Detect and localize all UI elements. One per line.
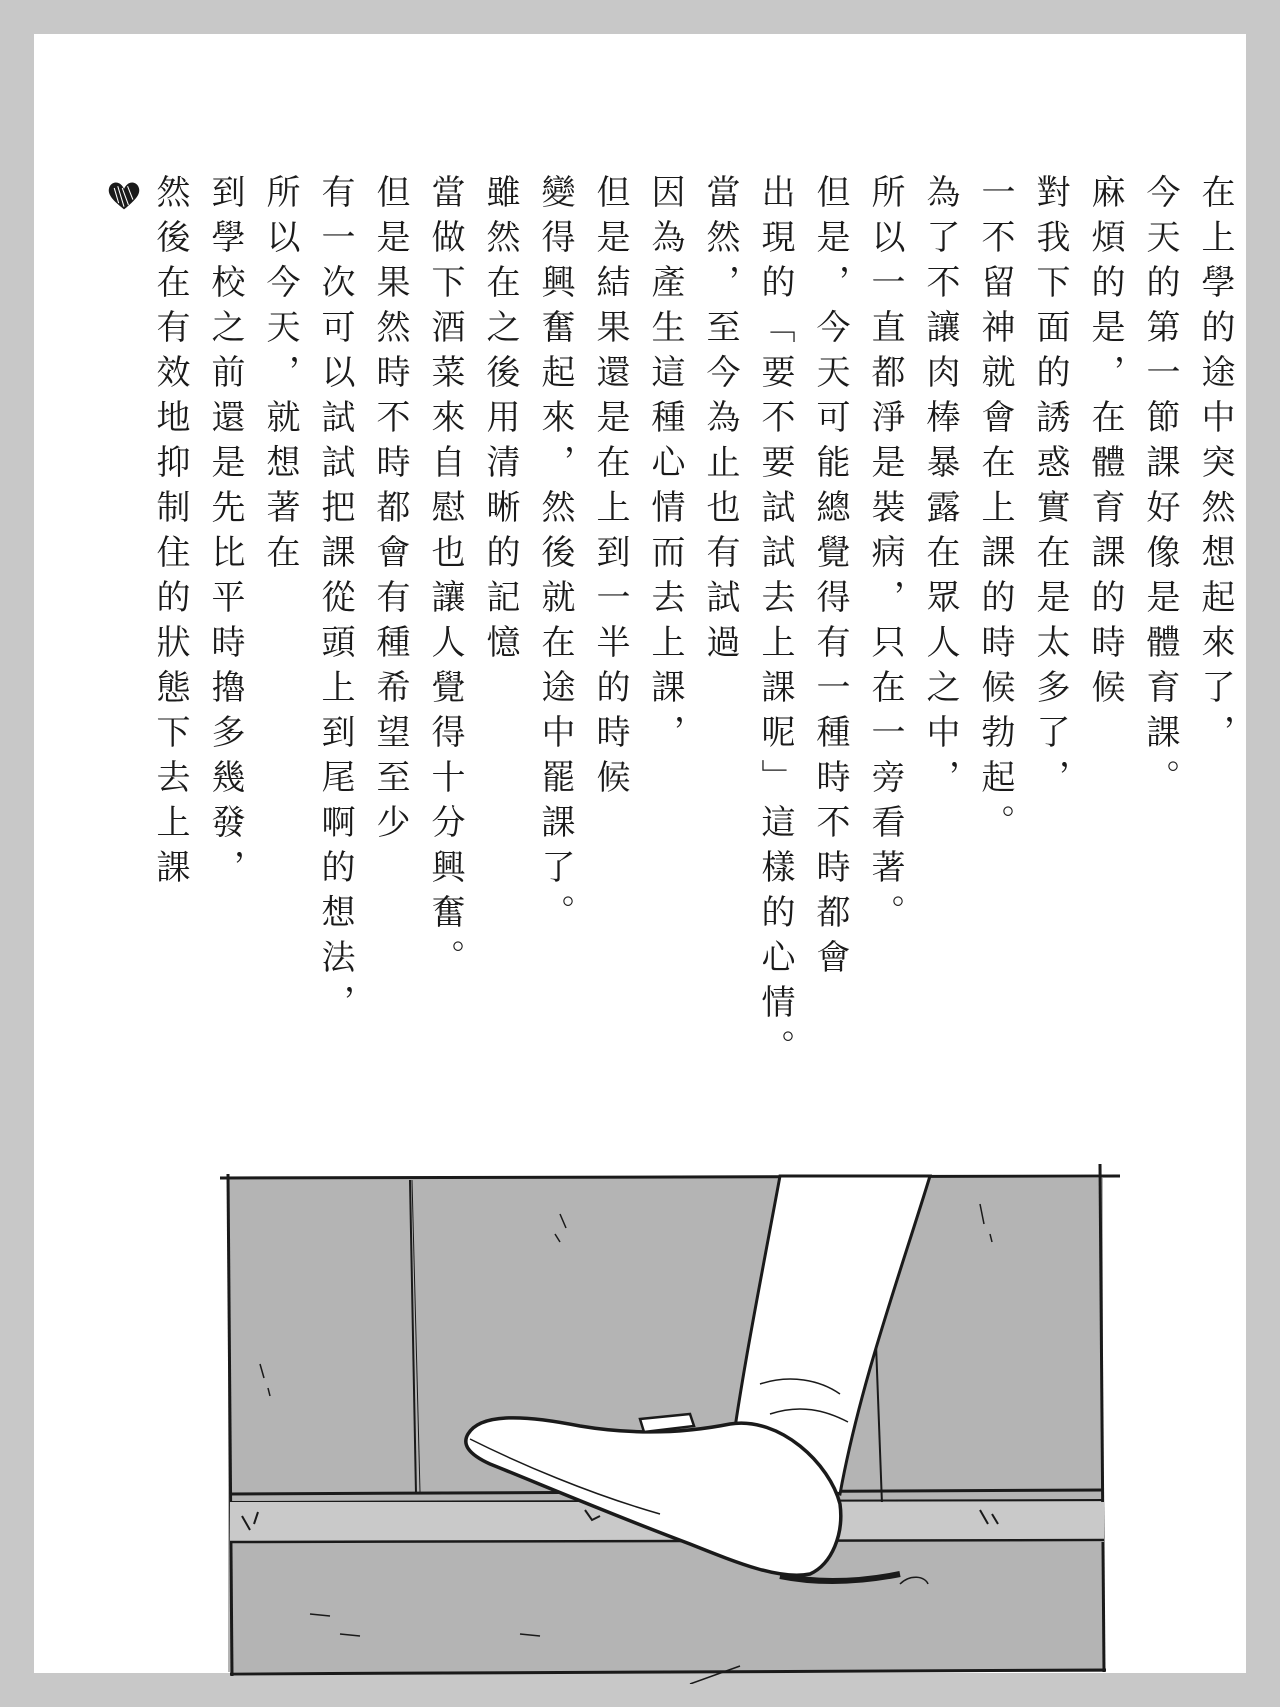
text-column: 今天的第一節課好像是體育課。 [1140,174,1180,804]
text-column-last-text: 然後在有效地抑制住的狀態下去上課 [150,174,190,894]
text-column: 但是結果還是在上到一半的時候 [590,174,630,804]
text-column-last [142,174,197,1134]
text-column: 所以今天，就想著在 [260,174,300,579]
text-column: 出現的「要不要試試去上課呢」這樣的心情。 [755,174,795,1074]
text-column: 一不留神就會在上課的時候勃起。 [975,174,1015,849]
vertical-text-block [112,174,1242,1134]
text-column: 對我下面的誘惑實在是太多了， [1030,174,1070,804]
shoe-illustration-panel [220,1164,1120,1684]
heart-icon [106,180,142,212]
text-column: 雖然在之後用清晰的記憶 [480,174,520,669]
text-column: 因為產生這種心情而去上課， [645,174,685,759]
text-column: 變得興奮起來，然後就在途中罷課了。 [535,174,575,939]
text-column: 有一次可以試試把課從頭上到尾啊的想法， [315,174,355,1029]
text-column: 麻煩的是，在體育課的時候 [1085,174,1125,714]
text-column: 但是，今天可能總覺得有一種時不時都會 [810,174,850,984]
text-column: 但是果然時不時都會有種希望至少 [370,174,410,849]
text-column: 當做下酒菜來自慰也讓人覺得十分興奮。 [425,174,465,984]
text-column: 到學校之前還是先比平時擼多幾發， [205,174,245,894]
text-column: 當然，至今為止也有試過 [700,174,740,669]
manga-page [34,34,1246,1673]
text-column: 為了不讓肉棒暴露在眾人之中， [920,174,960,804]
text-column: 在上學的途中突然想起來了， [1195,174,1235,759]
text-column: 所以一直都淨是裝病，只在一旁看著。 [865,174,905,939]
